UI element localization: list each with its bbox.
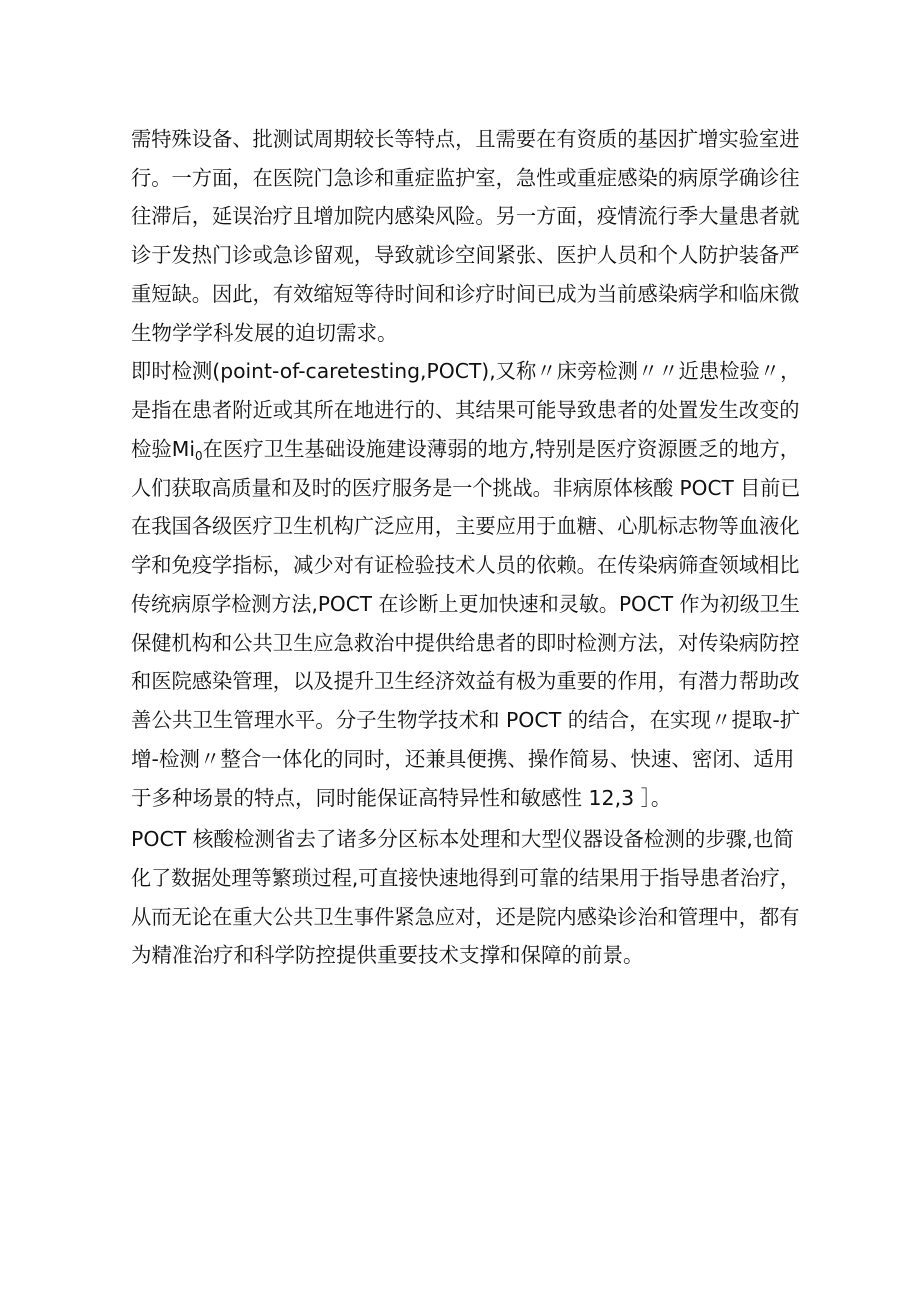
text-segment: 检验Mi — [131, 437, 196, 461]
text-segment: 在医疗卫生基础设施建设薄弱的地方,特别是医疗资源匮乏的地方， — [202, 437, 801, 461]
text-line: 生物学学科发展的迫切需求。 — [131, 321, 398, 345]
text-line: 增-检测〃整合一体化的同时，还兼具便携、操作简易、快速、密闭、适用 — [131, 747, 795, 771]
text-line: POCT 核酸检测省去了诸多分区标本处理和大型仪器设备检测的步骤,也简 — [131, 827, 794, 851]
text-line: 化了数据处理等繁琐过程,可直接快速地得到可靠的结果用于指导患者治疗， — [131, 866, 801, 890]
subscript: 0 — [195, 449, 203, 463]
text-line: 诊于发热门诊或急诊留观，导致就诊空间紧张、医护人员和个人防护装备严 — [131, 243, 800, 267]
text-line: 即时检测(point-of-caretesting,POCT),又称〃床旁检测〃〃近患检验〃， — [131, 359, 801, 383]
text-line-with-subscript — [131, 432, 800, 466]
text-line: 从而无论在重大公共卫生事件紧急应对，还是院内感染诊治和管理中，都有 — [131, 905, 800, 929]
text-line: 是指在患者附近或其所在地进行的、其结果可能导致患者的处置发生改变的 — [131, 398, 800, 422]
text-line: 学和免疫学指标，减少对有证检验技术人员的依赖。在传染病筛查领域相比 — [131, 553, 800, 577]
text-line: 需特殊设备、批测试周期较长等特点，且需要在有资质的基因扩增实验室进 — [131, 127, 800, 151]
text-line: 在我国各级医疗卫生机构广泛应用，主要应用于血糖、心肌标志物等血液化 — [131, 514, 800, 538]
text-line: 善公共卫生管理水平。分子生物学技术和 POCT 的结合，在实现〃提取-扩 — [131, 708, 801, 732]
text-line: 往滞后，延误治疗且增加院内感染风险。另一方面，疫情流行季大量患者就 — [131, 204, 800, 228]
text-line: 保健机构和公共卫生应急救治中提供给患者的即时检测方法，对传染病防控 — [131, 631, 800, 655]
text-line: 人们获取高质量和及时的医疗服务是一个挑战。非病原体核酸 POCT 目前已 — [131, 476, 801, 500]
text-line: 和医院感染管理，以及提升卫生经济效益有极为重要的作用，有潜力帮助改 — [131, 669, 800, 693]
text-line: 重短缺。因此，有效缩短等待时间和诊疗时间已成为当前感染病学和临床微 — [131, 282, 800, 306]
text-line: 传统病原学检测方法,POCT 在诊断上更加快速和灵敏。POCT 作为初级卫生 — [131, 592, 800, 616]
text-line: 于多种场景的特点，同时能保证高特异性和敏感性 12,3 ］。 — [131, 786, 672, 810]
text-line: 行。一方面，在医院门急诊和重症监护室，急性或重症感染的病原学确诊往 — [131, 166, 800, 190]
text-line: 为精准治疗和科学防控提供重要技术支撑和保障的前景。 — [131, 943, 644, 967]
